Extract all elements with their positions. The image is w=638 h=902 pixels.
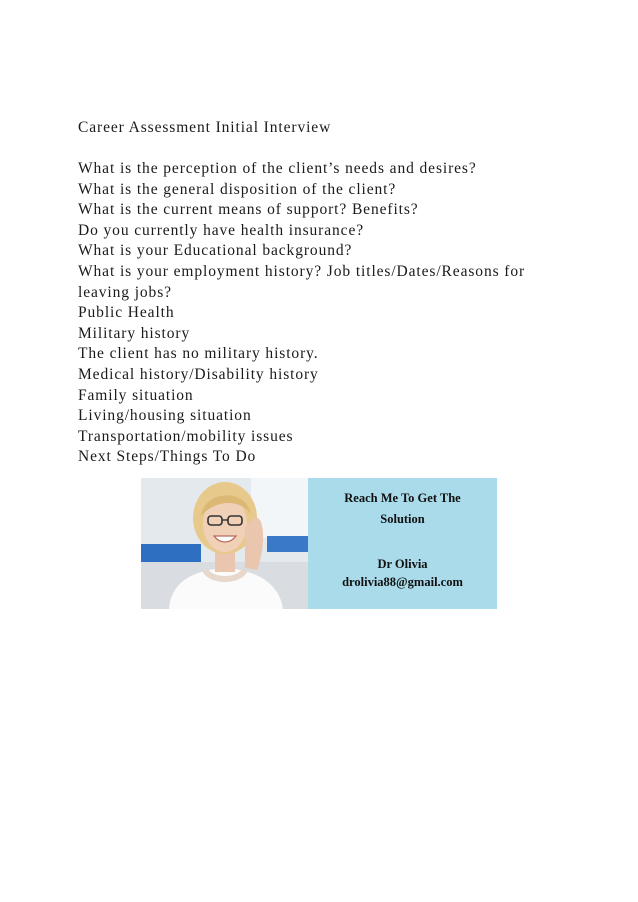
document-body: [78, 159, 568, 468]
answer-line: The client has no military history.: [78, 345, 319, 363]
woman-with-glasses-photo: [141, 478, 308, 609]
section-line: Next Steps/Things To Do: [78, 448, 257, 466]
advertisement-headline-line1: Reach Me To Get The: [344, 491, 461, 505]
document-title: Career Assessment Initial Interview: [78, 119, 332, 136]
section-line: Public Health: [78, 304, 175, 322]
advertisement-contact-email[interactable]: drolivia88@gmail.com: [342, 575, 463, 589]
question-line: What is your employment history? Job titles/Dates/Reasons for: [78, 262, 526, 280]
section-line: Living/housing situation: [78, 407, 252, 425]
question-line: Do you currently have health insurance?: [78, 221, 365, 239]
section-line: Transportation/mobility issues: [78, 427, 294, 445]
question-line: leaving jobs?: [78, 283, 172, 301]
section-line: Medical history/Disability history: [78, 365, 319, 383]
section-line: Family situation: [78, 386, 194, 404]
question-line: What is the current means of support? Benefits?: [78, 201, 419, 219]
advertisement-text-panel: [308, 478, 497, 609]
question-line: What is your Educational background?: [78, 242, 353, 260]
question-line: What is the general disposition of the client?: [78, 180, 397, 198]
advertisement-headline-line2: Solution: [380, 512, 425, 526]
advertisement-headline: [308, 488, 497, 530]
advertisement-banner[interactable]: [141, 478, 497, 609]
question-line: What is the perception of the client’s needs and desires?: [78, 160, 477, 177]
advertisement-contact-name: Dr Olivia: [377, 557, 428, 571]
section-line: Military history: [78, 324, 191, 342]
